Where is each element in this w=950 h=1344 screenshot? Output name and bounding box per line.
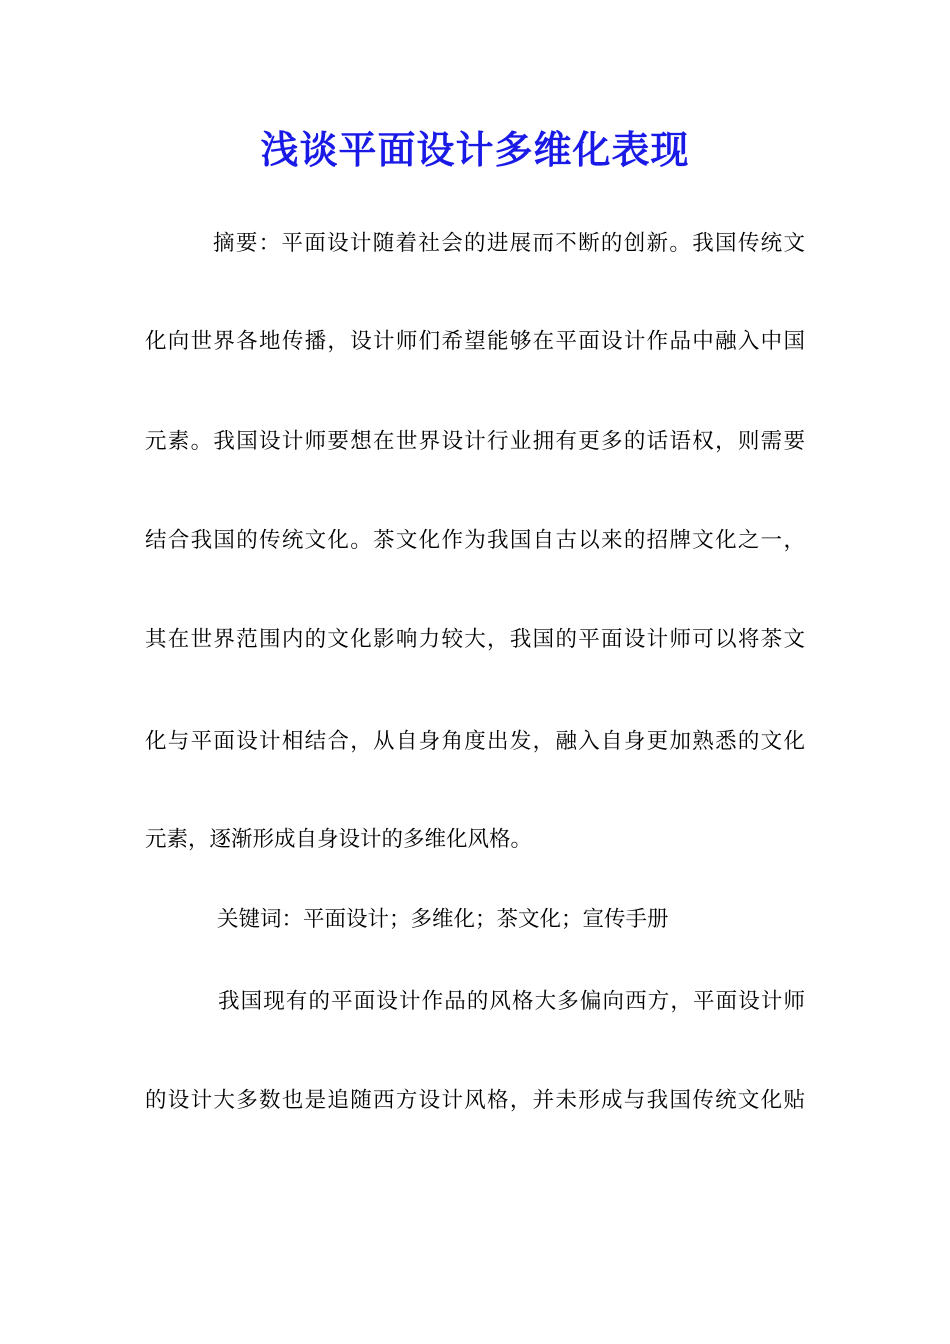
keywords-line: 关键词：平面设计；多维化；茶文化；宣传手册	[217, 907, 669, 932]
abstract-line-5: 其在世界范围内的文化影响力较大，我国的平面设计师可以将茶文	[145, 627, 805, 652]
abstract-line-4: 结合我国的传统文化。茶文化作为我国自古以来的招牌文化之一，	[145, 528, 805, 553]
abstract-line-2: 化向世界各地传播，设计师们希望能够在平面设计作品中融入中国	[145, 329, 805, 354]
document-title: 浅谈平面设计多维化表现	[260, 127, 690, 172]
abstract-line-1: 摘要：平面设计随着社会的进展而不断的创新。我国传统文	[213, 231, 805, 256]
abstract-line-3: 元素。我国设计师要想在世界设计行业拥有更多的话语权，则需要	[145, 429, 805, 454]
body-line-2: 的设计大多数也是追随西方设计风格，并未形成与我国传统文化贴	[145, 1088, 805, 1113]
body-line-1: 我国现有的平面设计作品的风格大多偏向西方，平面设计师	[218, 989, 805, 1014]
abstract-line-7: 元素，逐渐形成自身设计的多维化风格。	[145, 827, 533, 852]
abstract-line-6: 化与平面设计相结合，从自身角度出发，融入自身更加熟悉的文化	[145, 729, 805, 754]
